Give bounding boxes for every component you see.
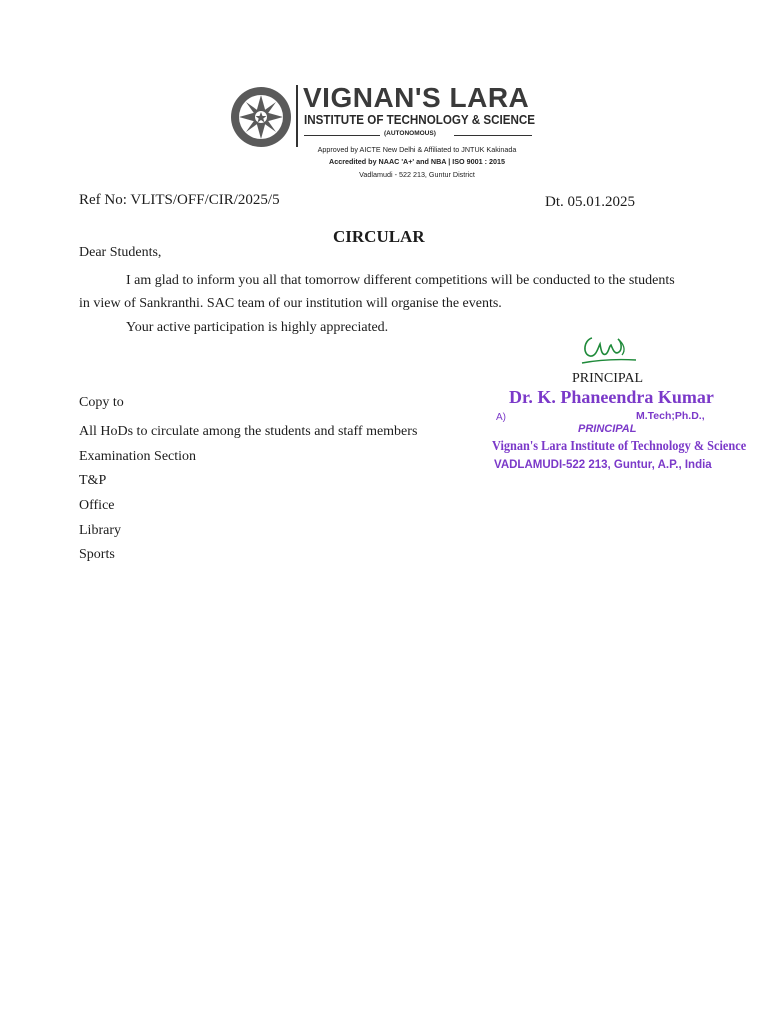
accreditation-text: Accredited by NAAC 'A+' and NBA | ISO 9001 : 2015: [329, 157, 505, 166]
institution-address: Vadlamudi - 522 213, Guntur District: [359, 170, 475, 179]
autonomous-label: (AUTONOMOUS): [384, 130, 436, 137]
principal-signature: [578, 330, 640, 370]
list-item: Library: [79, 522, 121, 538]
copy-to-list: [79, 420, 417, 568]
stamp-principal-name: Dr. K. Phaneendra Kumar: [509, 387, 714, 407]
autonomous-row: [304, 130, 532, 140]
list-item: Examination Section: [79, 448, 197, 464]
stamp-degree: M.Tech;Ph.D.,: [636, 410, 705, 422]
copy-to-heading: Copy to: [79, 395, 124, 410]
salutation: Dear Students,: [79, 245, 162, 260]
stamp-mark: A): [496, 412, 506, 423]
list-item: All HoDs to circulate among the students and staff members: [79, 424, 418, 439]
body-paragraph-line-2: in view of Sankranthi. SAC team of our institution will organise the events.: [79, 296, 502, 311]
stamp-address: VADLAMUDI-522 213, Guntur, A.P., India: [494, 459, 712, 471]
rule-right: [454, 135, 532, 136]
stamp-institute: Vignan's Lara Institute of Technology & Science: [492, 439, 747, 454]
list-item: Sports: [79, 547, 115, 563]
institution-name: VIGNAN'S LARA: [303, 82, 530, 113]
rule-left: [304, 135, 380, 136]
list-item: Office: [79, 498, 115, 514]
document-title: CIRCULAR: [333, 227, 425, 246]
closing-paragraph: Your active participation is highly appreciated.: [126, 320, 389, 335]
logo-emblem-icon: [229, 85, 293, 149]
signature-icon: [578, 330, 640, 370]
body-paragraph-line-1: I am glad to inform you all that tomorrow different competitions will be conducted to the students: [126, 273, 675, 288]
document-date: Dt. 05.01.2025: [545, 194, 635, 210]
principal-label: PRINCIPAL: [572, 371, 644, 386]
list-item: T&P: [79, 473, 107, 489]
approval-text: Approved by AICTE New Delhi & Affiliated to JNTUK Kakinada: [317, 145, 517, 154]
stamp-role: PRINCIPAL: [578, 423, 637, 435]
institute-logo: [229, 85, 293, 149]
institution-subtitle: INSTITUTE OF TECHNOLOGY & SCIENCE: [304, 113, 536, 127]
reference-number: Ref No: VLITS/OFF/CIR/2025/5: [79, 192, 280, 208]
letterhead-divider: [296, 85, 298, 147]
